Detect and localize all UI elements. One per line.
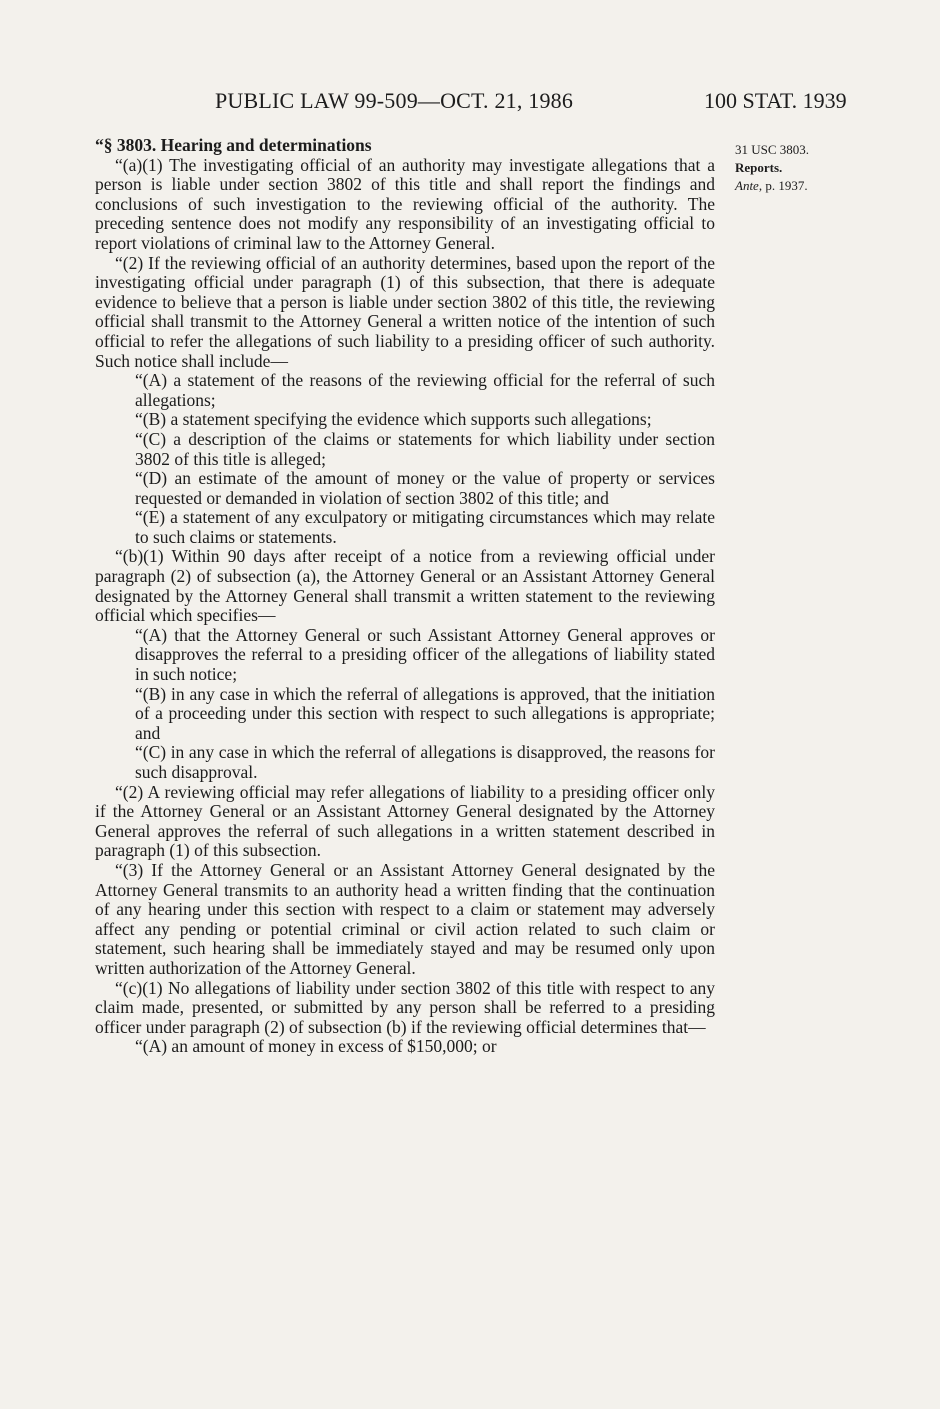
subparagraph-b1-C: “(C) in any case in which the referral of allegations is disapproved, the reasons for such disapproval. <box>135 742 715 782</box>
paragraph-b1: “(b)(1) Within 90 days after receipt of a notice from a reviewing official under paragraph (2) of subsection (a), the Attorney General or an Assistant Attorney General designated by the Attorney General shall transmit a written statement to the reviewing official which specifies— <box>95 546 715 626</box>
margin-note-reports: Reports. <box>735 160 783 175</box>
margin-note-ante-word: Ante <box>735 178 759 193</box>
paragraph-b3: “(3) If the Attorney General or an Assistant Attorney General designated by the Attorney General transmits to an authority head a written finding that the continuation of any hearing under this section with respect to a claim or statement may adversely affect any pending or potential criminal or civil action related to such claim or statement, such hearing shall be immediately stayed and may be resumed only upon written authorization of the Attorney General. <box>95 859 715 978</box>
subparagraph-b1-B: “(B) in any case in which the referral of allegations is approved, that the initiation of a proceeding under this section with respect to such allegations is appropriate; and <box>135 683 715 743</box>
subparagraph-a2-A: “(A) a statement of the reasons of the reviewing official for the referral of such allegations; <box>135 370 715 410</box>
margin-note-usc: 31 USC 3803. <box>735 142 810 157</box>
page-header <box>0 88 940 118</box>
subparagraph-a2-C: “(C) a description of the claims or statements for which liability under section 3802 of this title is alleged; <box>135 428 715 469</box>
subparagraph-a2-D: “(D) an estimate of the amount of money or the value of property or services requested or demanded in violation of section 3802 of this title; and <box>135 468 715 508</box>
subparagraph-b1-A: “(A) that the Attorney General or such Assistant Attorney General approves or disapproves the referral to a presiding officer of the allegations of liability stated in such notice; <box>135 624 715 685</box>
subparagraph-c1-A: “(A) an amount of money in excess of $150,000; or <box>135 1036 497 1057</box>
paragraph-a1: “(a)(1) The investigating official of an authority may investigate allegations that a person is liable under section 3802 of this title and shall report the findings and conclusions of such investigation to the reviewing official of the authority. The preceding sentence does not modify any responsibility of an investigating official to report violations of criminal law to the Attorney General. <box>95 154 715 253</box>
section-heading: “§ 3803. Hearing and determinations <box>95 135 372 155</box>
margin-note-ante <box>735 177 855 195</box>
subparagraph-a2-E: “(E) a statement of any exculpatory or mitigating circumstances which may relate to such claims or statements. <box>135 507 715 547</box>
paragraph-c1: “(c)(1) No allegations of liability under section 3802 of this title with respect to any claim made, presented, or submitted by any person shall be referred to a presiding officer under paragraph (2) of subsection (b) if the reviewing official determines that— <box>95 977 715 1037</box>
page-title: PUBLIC LAW 99-509—OCT. 21, 1986 <box>215 88 574 113</box>
paragraph-a2: “(2) If the reviewing official of an authority determines, based upon the report of the investigating official under paragraph (1) of this subsection, that there is adequate evidence to believe that a person is liable under section 3802 of this title, the reviewing official shall transmit to the Attorney General a written notice of the intention of such official to refer the allegations of such liability to a presiding officer of such authority. Such notice shall include— <box>95 252 715 371</box>
margin-notes <box>735 141 855 195</box>
paragraph-b2: “(2) A reviewing official may refer allegations of liability to a presiding officer only if the Attorney General or an Assistant Attorney General designated by the Attorney General approves the referral of such allegations in a written statement described in paragraph (1) of this subsection. <box>95 781 715 861</box>
margin-note-ante-page: , p. 1937. <box>758 178 808 193</box>
statute-page-number: 100 STAT. 1939 <box>704 88 847 113</box>
statute-body <box>95 136 715 1057</box>
subparagraph-a2-B: “(B) a statement specifying the evidence which supports such allegations; <box>135 409 652 430</box>
